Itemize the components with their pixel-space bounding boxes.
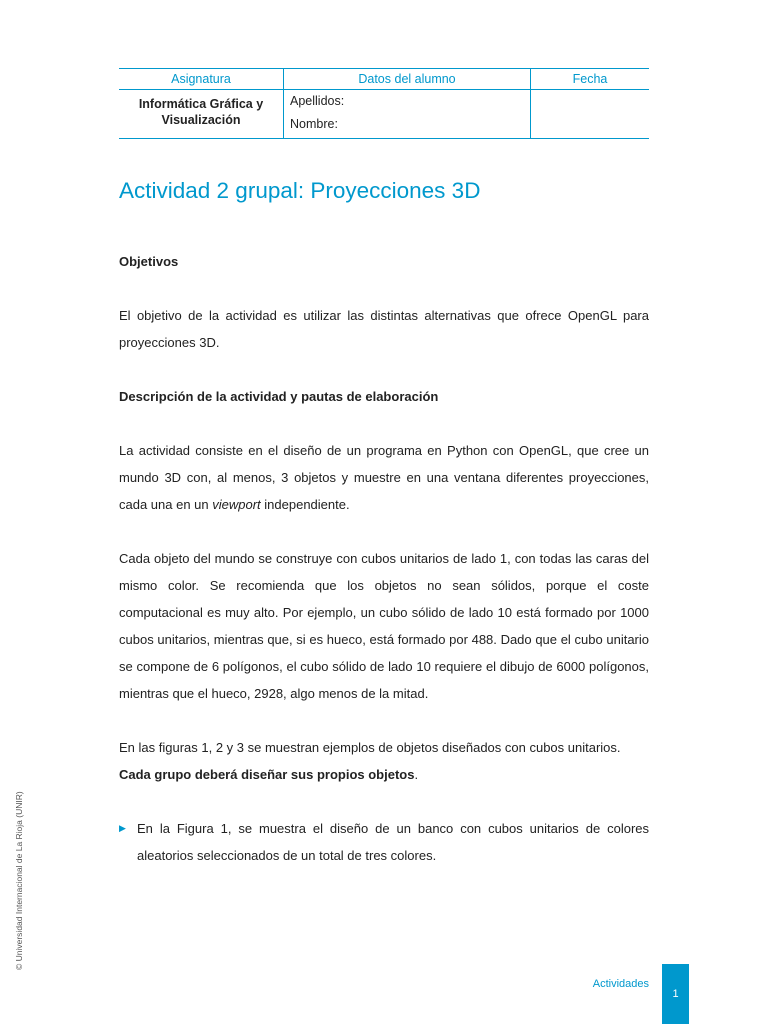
document-body bbox=[119, 248, 649, 869]
page-number-text: 1 bbox=[672, 988, 679, 1000]
objectives-heading: Objetivos bbox=[119, 254, 179, 269]
description-paragraph-3 bbox=[119, 734, 649, 788]
objectives-paragraph: El objetivo de la actividad es utilizar las distintas alternativas que ofrece OpenGL para proyecciones 3D. bbox=[119, 308, 649, 350]
description-paragraph-2: Cada objeto del mundo se construye con cubos unitarios de lado 1, con todas las caras del mismo color. Se recomienda que los objetos no sean sólidos, porque el coste computacional es muy alto. Por ejemplo, un cubo sólido de lado 10 está formado por 1000 cubos unitarios, mientras que, si es hueco, está formado por 488. Dado que el cubo unitario se compone de 6 polígonos, el cubo sólido de lado 10 requiere el dibujo de 6000 polígonos, mientras que el hueco, 2928, algo menos de la mitad. bbox=[119, 551, 649, 701]
bullet-text: En la Figura 1, se muestra el diseño de un banco con cubos unitarios de colores aleatorios seleccionados de un total de tres colores. bbox=[137, 821, 649, 863]
page-title: Actividad 2 grupal: Proyecciones 3D bbox=[119, 178, 481, 203]
p1-text-a: La actividad consiste en el diseño de un programa en Python con OpenGL, que cree un mundo 3D con, al menos, 3 objetos y muestre en una ventana diferentes proyecciones, cada una en un bbox=[119, 443, 649, 512]
description-heading: Descripción de la actividad y pautas de elaboración bbox=[119, 389, 439, 404]
bullet-list bbox=[119, 815, 649, 869]
triangle-right-icon: ▶ bbox=[119, 823, 126, 833]
copyright-notice: © Universidad Internacional de La Rioja (UNIR) bbox=[14, 791, 24, 970]
header-col-subject: Asignatura bbox=[119, 69, 284, 90]
p3-end: . bbox=[414, 767, 419, 782]
header-col-date: Fecha bbox=[531, 69, 650, 90]
list-item bbox=[119, 815, 649, 869]
subject-line-2: Visualización bbox=[161, 113, 241, 127]
subject-line-1: Informática Gráfica y bbox=[138, 97, 264, 111]
p1-text-b: independiente. bbox=[260, 497, 350, 512]
student-cell bbox=[284, 90, 531, 139]
date-cell bbox=[531, 90, 650, 139]
header-col-student: Datos del alumno bbox=[284, 69, 531, 90]
viewport-term: viewport bbox=[212, 497, 261, 512]
name-label: Nombre: bbox=[290, 117, 338, 131]
p3-text: En las figuras 1, 2 y 3 se muestran ejemplos de objetos diseñados con cubos unitarios. bbox=[119, 740, 621, 755]
subject-cell bbox=[119, 90, 284, 139]
header-table bbox=[119, 68, 649, 139]
page-number bbox=[662, 964, 689, 1024]
surname-label: Apellidos: bbox=[290, 94, 345, 108]
footer-section-label: Actividades bbox=[592, 978, 649, 990]
p3-bold-text: Cada grupo deberá diseñar sus propios objetos bbox=[119, 767, 415, 782]
description-paragraph-1 bbox=[119, 437, 649, 518]
